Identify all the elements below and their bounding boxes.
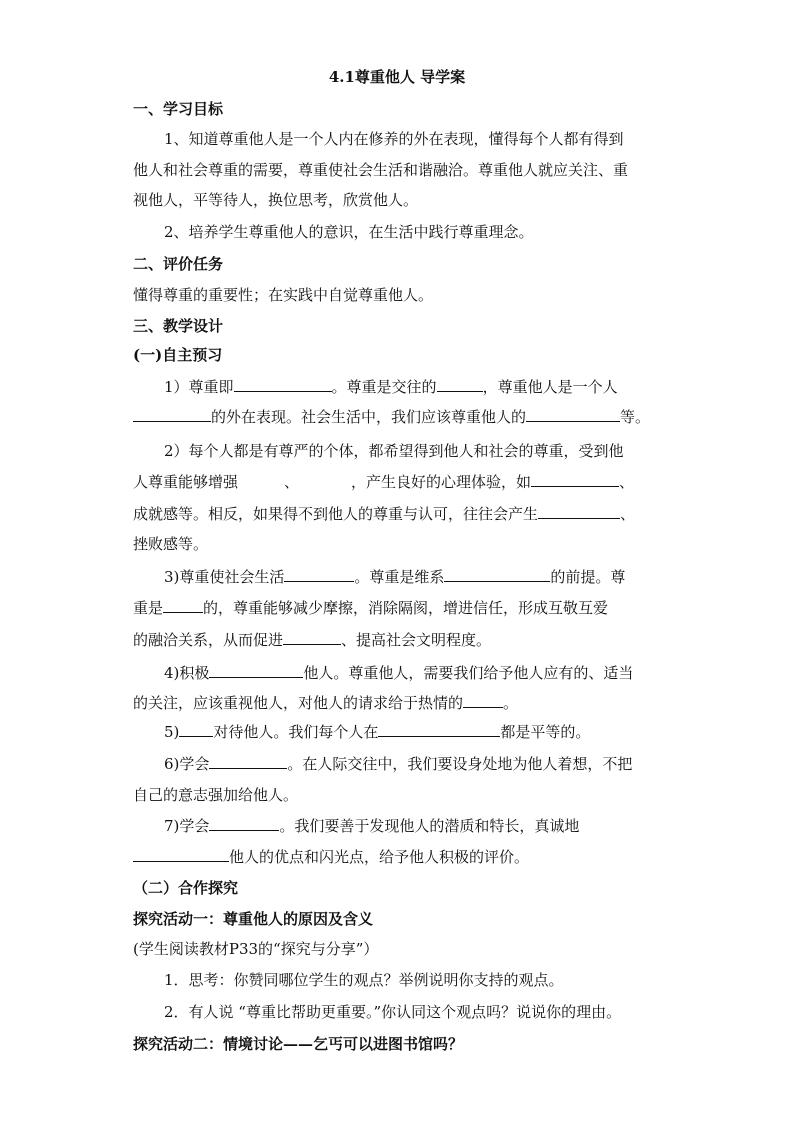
- question-4-text: 的关注，应该重视他人，对他人的请求给于热情的: [133, 694, 464, 712]
- fill-blank[interactable]: [538, 504, 620, 519]
- fill-blank[interactable]: [234, 377, 332, 392]
- question-7-line-1: [164, 816, 704, 836]
- question-3-text: 重是: [133, 599, 164, 617]
- fill-blank[interactable]: [526, 407, 620, 422]
- question-2-line-2: [133, 472, 673, 492]
- question-4-line-2: [133, 693, 673, 713]
- question-3-text: 3)尊重使社会生活: [164, 568, 285, 586]
- question-5-line-1: [164, 722, 704, 742]
- question-4-text: 。: [503, 694, 519, 712]
- fill-blank[interactable]: [437, 377, 483, 392]
- question-1-text: 。尊重是交往的: [331, 378, 437, 396]
- question-5-text: 对待他人。我们每个人在: [213, 723, 379, 741]
- activity-1-item-2: 2．有人说 “尊重比帮助更重要。”你认同这个观点吗？说说你的理由。: [164, 1003, 622, 1021]
- activity-1-note: (学生阅读教材P33的“探究与分享”）: [133, 940, 379, 958]
- question-6-text: 。在人际交往中，我们要设身处地为他人着想，不把: [287, 755, 633, 773]
- question-3-text: 、提高社会文明程度。: [341, 631, 492, 649]
- question-2-text: ，产生良好的心理体验，如: [351, 473, 532, 491]
- question-3-line-3: [133, 630, 673, 650]
- fill-blank[interactable]: [209, 663, 303, 678]
- fill-blank[interactable]: [531, 472, 619, 487]
- question-7-text: 。我们要善于发现他人的潜质和特长，真诚地: [279, 817, 580, 835]
- activity-1-item-1: 1．思考：你赞同哪位学生的观点？举例说明你支持的观点。: [164, 971, 564, 989]
- subsection-cooperation: （二）合作探究: [133, 879, 239, 897]
- question-4-line-1: [164, 663, 704, 683]
- activity-1-heading: 探究活动一：尊重他人的原因及含义: [133, 910, 374, 928]
- question-3-line-2: [133, 598, 673, 618]
- question-1-line-1: [164, 377, 704, 397]
- fill-blank[interactable]: [133, 847, 229, 862]
- assessment-text: 懂得尊重的重要性；在实践中自觉尊重他人。: [133, 286, 434, 304]
- goal-1-line-1: 1、知道尊重他人是一个人内在修养的外在表现，懂得每个人都有得到: [164, 130, 624, 148]
- question-2-text: 、: [620, 505, 636, 523]
- question-3-text: 的融洽关系，从而促进: [133, 631, 284, 649]
- subsection-preview: (一)自主预习: [133, 346, 223, 364]
- question-6-line-1: [164, 754, 704, 774]
- fill-blank[interactable]: [179, 722, 213, 737]
- question-3-text: 的，尊重能够减少摩擦，消除隔阂，增进信任，形成互敬互爱: [203, 599, 609, 617]
- fill-blank[interactable]: [209, 754, 287, 769]
- question-1-text: 的外在表现。社会生活中，我们应该尊重他人的: [211, 408, 527, 426]
- fill-blank[interactable]: [209, 816, 279, 831]
- question-3-text: 。尊重是维系: [354, 568, 445, 586]
- question-2-line-3: [133, 504, 673, 524]
- fill-blank[interactable]: [133, 407, 211, 422]
- goal-1-line-3: 视他人，平等待人，换位思考，欣赏他人。: [133, 191, 419, 209]
- section-heading-assessment: 二、评价任务: [133, 255, 224, 273]
- section-heading-goals: 一、学习目标: [133, 100, 224, 118]
- question-5-text: 5): [164, 723, 180, 741]
- section-heading-design: 三、教学设计: [133, 317, 224, 335]
- question-2-text: 、: [619, 473, 635, 491]
- question-4-text: 4)积极: [164, 664, 210, 682]
- question-1-text: ，尊重他人是一个人: [482, 378, 618, 396]
- question-6-text: 6)学会: [164, 755, 210, 773]
- fill-blank[interactable]: [378, 722, 500, 737]
- question-3-text: 的前提。尊: [550, 568, 626, 586]
- question-7-text: 7)学会: [164, 817, 210, 835]
- activity-2-heading: 探究活动二：情境讨论——乞丐可以进图书馆吗？: [133, 1035, 464, 1053]
- fill-blank[interactable]: [284, 567, 354, 582]
- question-7-line-2: [133, 847, 673, 867]
- question-4-text: 他人。尊重他人，需要我们给予他人应有的、适当: [303, 664, 634, 682]
- page-title: 4.1尊重他人 导学案: [328, 68, 466, 86]
- question-3-line-1: [164, 567, 704, 587]
- question-2-line-1: 2）每个人都是有尊严的个体，都希望得到他人和社会的尊重，受到他: [164, 442, 624, 460]
- question-2-line-4: 挫败感等。: [133, 535, 209, 553]
- goal-2: 2、培养学生尊重他人的意识，在生活中践行尊重理念。: [164, 223, 534, 241]
- question-2-text: 成就感等。相反，如果得不到他人的尊重与认可，往往会产生: [133, 505, 539, 523]
- question-5-text: 都是平等的。: [500, 723, 591, 741]
- fill-blank[interactable]: [444, 567, 550, 582]
- question-1-text: 1）尊重即: [164, 378, 234, 396]
- fill-blank[interactable]: [463, 693, 503, 708]
- fill-blank[interactable]: [163, 598, 203, 613]
- goal-1-line-2: 他人和社会尊重的需要，尊重使社会生活和谐融洽。尊重他人就应关注、重: [133, 161, 629, 179]
- question-6-line-2: 自己的意志强加给他人。: [133, 786, 299, 804]
- question-1-line-2: [133, 407, 673, 427]
- question-2-text: 、: [284, 473, 300, 491]
- fill-blank[interactable]: [283, 630, 341, 645]
- question-2-text: 人尊重能够增强: [133, 473, 239, 491]
- question-1-text: 等。: [620, 408, 651, 426]
- question-7-text: 他人的优点和闪光点，给予他人积极的评价。: [229, 848, 530, 866]
